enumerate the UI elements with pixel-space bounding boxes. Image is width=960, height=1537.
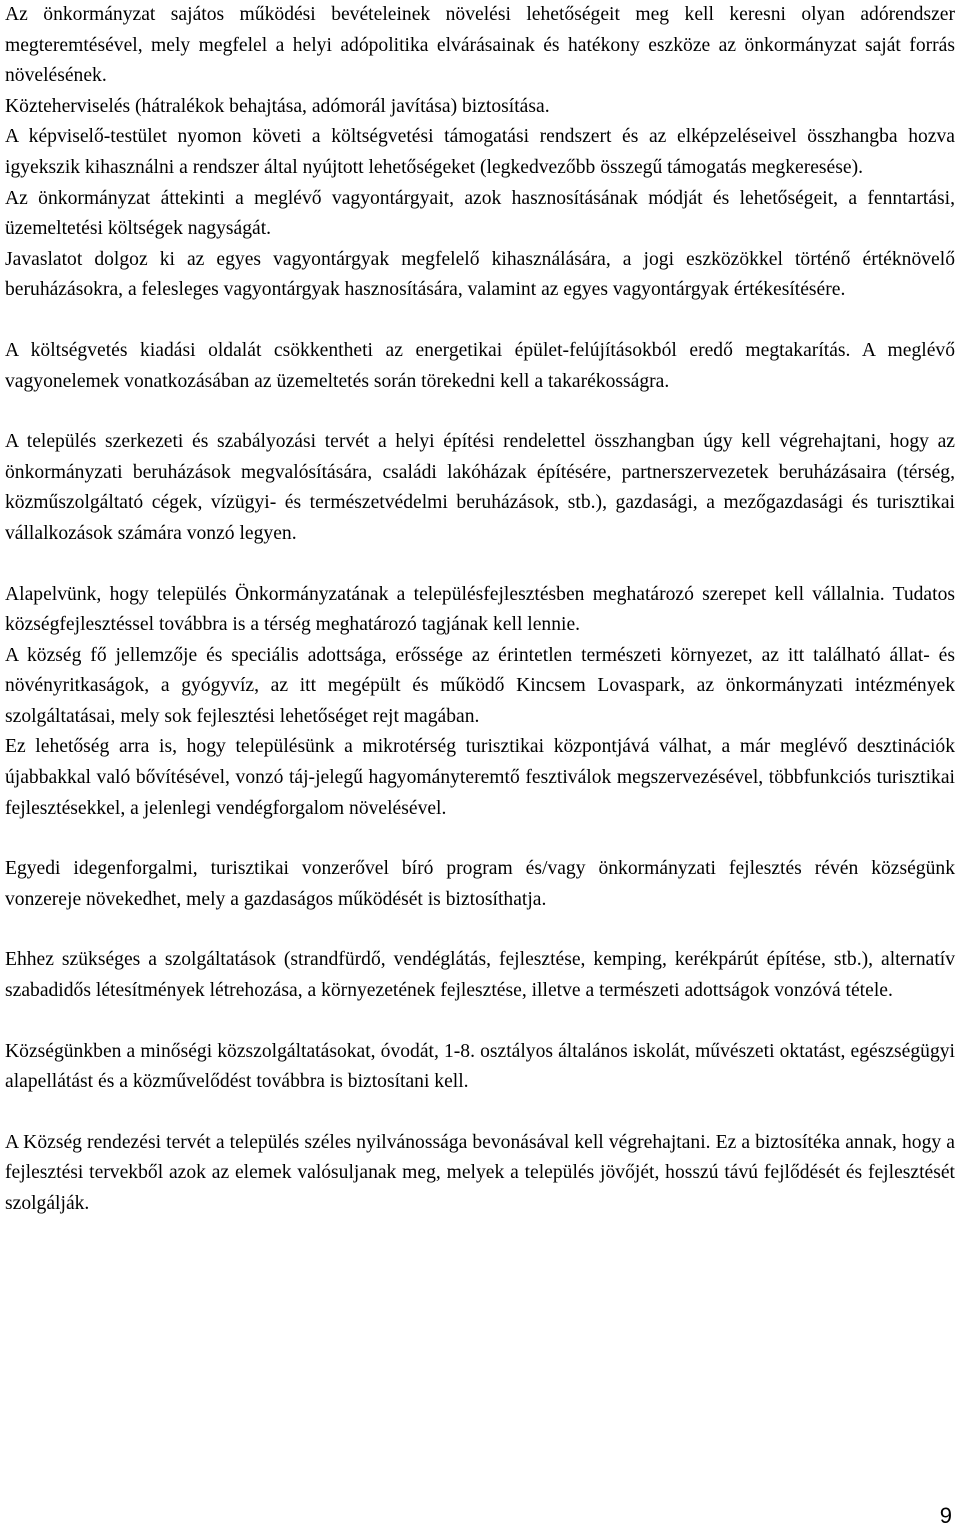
- paragraph-group-zoning: [5, 1128, 955, 1220]
- paragraph-group-public-services: [5, 1037, 955, 1098]
- paragraph-group-planning: [5, 427, 955, 549]
- paragraph-group-budget: [5, 336, 955, 397]
- paragraph-group-principles: [5, 580, 955, 825]
- paragraph: Javaslatot dolgoz ki az egyes vagyontárgyak megfelelő kihasználására, a jogi eszközökkel történő értéknövelő beruházásokra, a felesleges vagyontárgyak hasznosítására, valamint az egyes vagyontárgyak értékesítésére.: [5, 248, 955, 301]
- paragraph: Ehhez szükséges a szolgáltatások (strandfürdő, vendéglátás, fejlesztése, kemping, kerékpárút építése, stb.), alternatív szabadidős létesítmények létrehozása, a környezetének fejlesztése, illetve a természeti adottságok vonzóvá tétele.: [5, 949, 955, 1002]
- paragraph: Egyedi idegenforgalmi, turisztikai vonzerővel bíró program és/vagy önkormányzati fejlesztés révén községünk vonzereje növekedhet, mely a gazdaságos működését is biztosíthatja.: [5, 858, 955, 910]
- paragraph-group-services: [5, 945, 955, 1006]
- paragraph: A Község rendezési tervét a település széles nyilvánossága bevonásával kell végrehajtani. Ez a biztosítéka annak, hogy a fejlesztési tervekből azok az elemek valósuljanak meg, melyek a település jövőjét, hosszú távú fejlődését és fejlesztését szolgálják.: [5, 1131, 955, 1214]
- paragraph-group-finances: [5, 0, 955, 306]
- paragraph: A község fő jellemzője és speciális adottsága, erőssége az érintetlen természeti környezet, az itt található állat- és növényritkaságok, a gyógyvíz, az itt megépült és működő Kincsem Lovaspark, az önkormányzati intézmények szolgáltatásai, mely sok fejlesztési lehetőséget rejt magában.: [5, 644, 955, 727]
- document-page: [5, 0, 955, 1220]
- paragraph: Ez lehetőség arra is, hogy településünk a mikrotérség turisztikai központjává válhat, a már meglévő desztinációk újabbakkal való bővítésével, vonzó táj-jelegű hagyományteremtő fesztiválok megszervezésével, többfunkciós turisztikai fejlesztésekkel, a jelenlegi vendégforgalom növelésével.: [5, 736, 955, 819]
- paragraph: Közteherviselés (hátralékok behajtása, adómorál javítása) biztosítása.: [5, 95, 550, 117]
- paragraph: A település szerkezeti és szabályozási tervét a helyi építési rendelettel összhangban úgy kell végrehajtani, hogy az önkormányzati beruházások megvalósítására, családi lakóházak építésére, partnerszervezetek beruházásaira (térség, közműszolgáltató cégek, vízügyi- és természetvédelmi beruházások, stb.), gazdasági, a mezőgazdasági és turisztikai vállalkozások számára vonzó legyen.: [5, 431, 955, 544]
- paragraph-group-tourism: [5, 854, 955, 915]
- paragraph: Községünkben a minőségi közszolgáltatásokat, óvodát, 1-8. osztályos általános iskolát, művészeti oktatást, egészségügyi alapellátást és a közművelődést továbbra is biztosítani kell.: [5, 1040, 955, 1093]
- paragraph: A költségvetés kiadási oldalát csökkentheti az energetikai épület-felújításokból eredő megtakarítás. A meglévő vagyonelemek vonatkozásában az üzemeltetés során törekedni kell a takarékosságra.: [5, 339, 955, 392]
- page-number: 9: [939, 1503, 952, 1528]
- paragraph: A képviselő-testület nyomon követi a költségvetési támogatási rendszert és az elképzeléseivel összhangba hozva igyekszik kihasználni a rendszer által nyújtott lehetőségeket (legkedvezőbb összegű támogatás megkeresése).: [5, 126, 955, 178]
- paragraph: Alapelvünk, hogy település Önkormányzatának a településfejlesztésben meghatározó szerepet kell vállalnia. Tudatos községfejlesztéssel továbbra is a térség meghatározó tagjának kell lennie.: [5, 583, 955, 636]
- paragraph: Az önkormányzat sajátos működési bevételeinek növelési lehetőségeit meg kell keresni olyan adórendszer megteremtésével, mely megfelel a helyi adópolitika elvárásainak és hatékony eszköze az önkormányzat saját forrás növelésének.: [5, 4, 955, 87]
- paragraph: Az önkormányzat áttekinti a meglévő vagyontárgyait, azok hasznosításának módját és lehetőségeit, a fenntartási, üzemeltetési költségek nagyságát.: [5, 187, 955, 240]
